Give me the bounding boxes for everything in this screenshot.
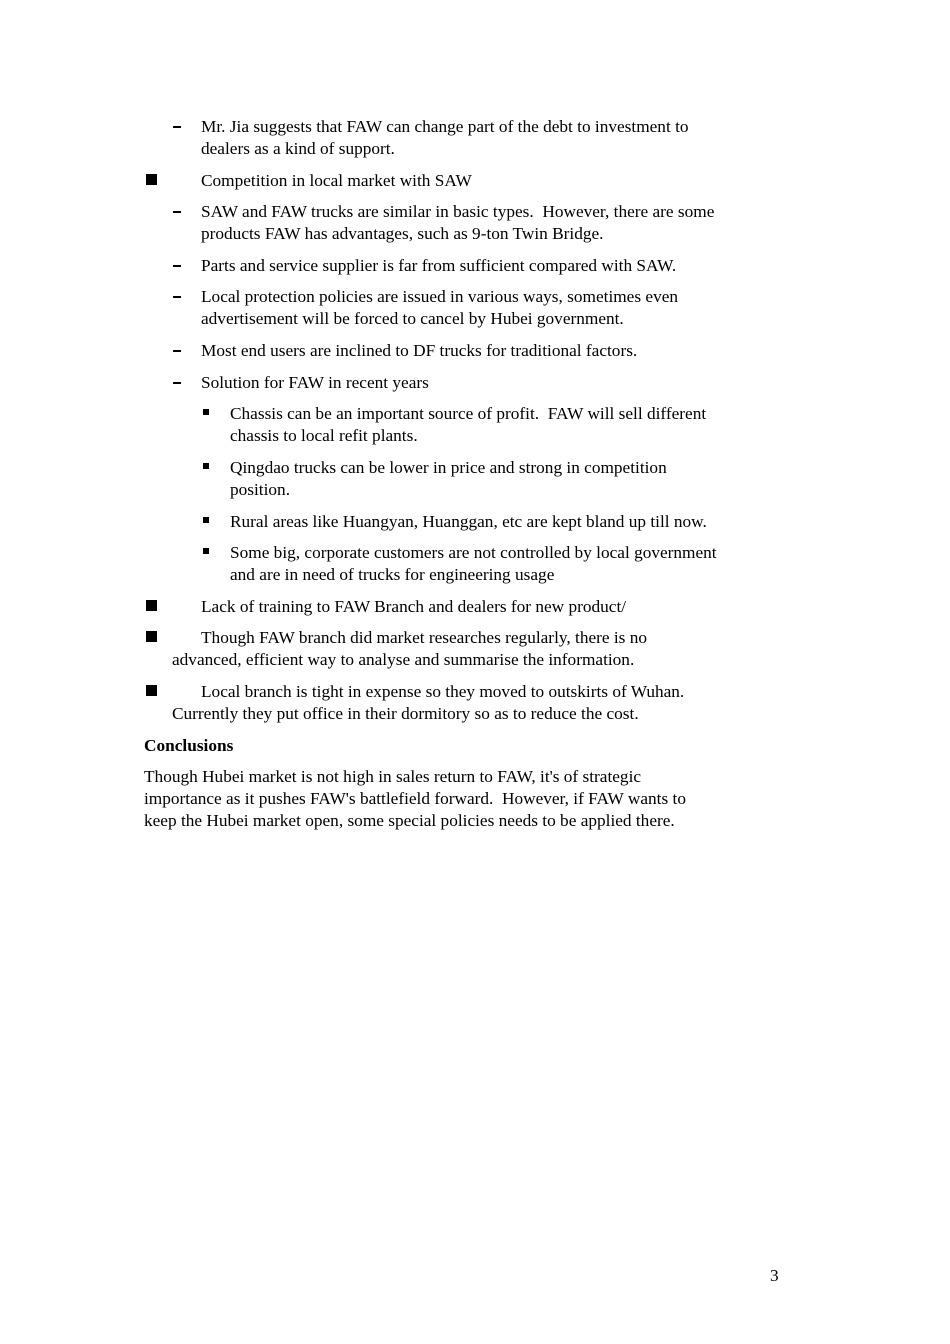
list-item-text: Qingdao trucks can be lower in price and strong in competition xyxy=(230,458,667,477)
list-item-text: Though FAW branch did market researches regularly, there is no xyxy=(201,628,648,647)
list-item-text: Most end users are inclined to DF trucks for traditional factors. xyxy=(201,341,638,360)
square-bullet-icon xyxy=(146,631,157,642)
paragraph-line: importance as it pushes FAW's battlefield forward. However, if FAW wants to xyxy=(144,789,686,808)
list-item-text: Some big, corporate customers are not controlled by local government xyxy=(230,543,717,562)
small-square-bullet-icon xyxy=(203,463,209,469)
list-item-text: Solution for FAW in recent years xyxy=(201,373,429,392)
list-item-text: Local branch is tight in expense so they moved to outskirts of Wuhan. xyxy=(201,682,685,701)
section-heading: Conclusions xyxy=(144,736,234,755)
list-item-text: advanced, efficient way to analyse and summarise the information. xyxy=(172,650,635,669)
paragraph-line: Though Hubei market is not high in sales return to FAW, it's of strategic xyxy=(144,767,642,786)
list-item-text: products FAW has advantages, such as 9-ton Twin Bridge. xyxy=(201,224,604,243)
list-item-text: Chassis can be an important source of profit. FAW will sell different xyxy=(230,404,707,423)
list-item-text: and are in need of trucks for engineering usage xyxy=(230,565,555,584)
list-item-text: position. xyxy=(230,480,291,499)
page-number: 3 xyxy=(770,1266,779,1285)
list-item-text: dealers as a kind of support. xyxy=(201,139,395,158)
dash-bullet xyxy=(173,350,181,352)
list-item-text: Currently they put office in their dormitory so as to reduce the cost. xyxy=(172,704,639,723)
list-item-text: advertisement will be forced to cancel by Hubei government. xyxy=(201,309,624,328)
square-bullet-icon xyxy=(146,174,157,185)
list-item-text: chassis to local refit plants. xyxy=(230,426,418,445)
list-item-text: Local protection policies are issued in various ways, sometimes even xyxy=(201,287,679,306)
list-item-text: Competition in local market with SAW xyxy=(201,171,472,190)
dash-bullet xyxy=(173,296,181,298)
dash-bullet xyxy=(173,126,181,128)
list-item-text: Mr. Jia suggests that FAW can change part of the debt to investment to xyxy=(201,117,689,136)
list-item-text: SAW and FAW trucks are similar in basic types. However, there are some xyxy=(201,202,715,221)
square-bullet-icon xyxy=(146,685,157,696)
dash-bullet xyxy=(173,382,181,384)
square-bullet-icon xyxy=(146,600,157,611)
dash-bullet xyxy=(173,265,181,267)
list-item-text: Lack of training to FAW Branch and dealers for new product/ xyxy=(201,597,627,616)
dash-bullet xyxy=(173,211,181,213)
small-square-bullet-icon xyxy=(203,517,209,523)
paragraph-line: keep the Hubei market open, some special policies needs to be applied there. xyxy=(144,811,675,830)
small-square-bullet-icon xyxy=(203,548,209,554)
list-item-text: Parts and service supplier is far from sufficient compared with SAW. xyxy=(201,256,677,275)
list-item-text: Rural areas like Huangyan, Huanggan, etc are kept bland up till now. xyxy=(230,512,707,531)
small-square-bullet-icon xyxy=(203,409,209,415)
